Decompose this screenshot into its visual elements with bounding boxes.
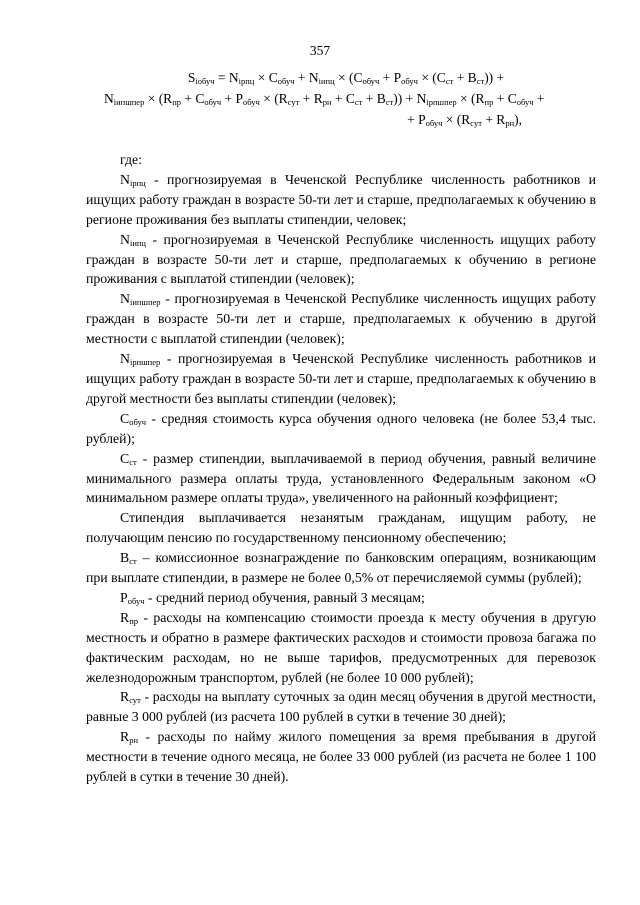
subscript: обуч xyxy=(277,76,295,86)
text-run: C xyxy=(120,450,130,466)
definition-n-ipshper xyxy=(86,289,596,349)
text-run: + N xyxy=(294,70,319,85)
formula-line-3 xyxy=(86,110,522,130)
definition-r-rn xyxy=(86,727,596,787)
subscript: сут xyxy=(129,695,141,706)
text-run: где: xyxy=(120,152,142,167)
text-run: + P xyxy=(221,91,244,106)
subscript: пр xyxy=(172,97,182,107)
subscript: пр xyxy=(129,615,139,626)
formula-line-1 xyxy=(86,68,606,88)
text-run: + R xyxy=(481,112,506,127)
text-run: )) + N xyxy=(393,91,427,106)
subscript: обуч xyxy=(516,97,534,107)
page-number: 357 xyxy=(309,43,331,58)
subscript: обуч xyxy=(243,97,260,107)
subscript: сут xyxy=(470,118,482,128)
subscript: ст xyxy=(385,97,394,107)
subscript: ст xyxy=(354,97,363,107)
subscript: обуч xyxy=(204,97,222,107)
definition-p-obuch xyxy=(86,588,596,608)
text-run: - средний период обучения, равный 3 месяцам; xyxy=(144,589,425,605)
text-run: - прогнозируемая в Чеченской Республике численность работников и ищущих работу граждан в возрасте 50-ти лет и старше, предполагаемых к обучению в регионе проживания без выплаты стипендии, человек; xyxy=(86,171,596,227)
subscript: iрпц xyxy=(238,76,255,86)
definition-c-st xyxy=(86,449,596,509)
definition-n-rpc xyxy=(86,170,596,230)
text-run: + B xyxy=(362,91,386,106)
text-run: + P xyxy=(379,70,402,85)
text-run: + xyxy=(533,91,545,106)
subscript: обуч xyxy=(425,118,443,128)
subscript: iрпц xyxy=(129,177,146,188)
formula-line-2 xyxy=(104,89,624,109)
text-run: P xyxy=(120,589,128,605)
definition-n-rpshper xyxy=(86,349,596,409)
text-run: - размер стипендии, выплачиваемой в период обучения, равный величине минимального размера оплаты труда, установленного Федеральным законом «О минимальном размере оплаты труда», увеличенного на районный коэффициент; xyxy=(86,450,596,506)
text-run: – комиссионное вознаграждение по банковским операциям, возникающим при выплате стипендии, в размере не более 0,5% от перечисляемой суммы (рублей); xyxy=(86,550,596,586)
text-run: × (R xyxy=(456,91,485,106)
text-run: B xyxy=(120,550,130,566)
paragraph-stipend-note xyxy=(86,508,596,548)
subscript: сут xyxy=(287,97,300,107)
definition-c-obuch xyxy=(86,409,596,449)
paragraph-where xyxy=(86,150,596,170)
subscript: iрпшпер xyxy=(426,97,457,107)
text-run: N xyxy=(120,351,130,367)
subscript: рн xyxy=(505,118,515,128)
text-run: N xyxy=(120,231,130,247)
definition-r-pr xyxy=(86,608,596,688)
definition-b-st xyxy=(86,548,596,588)
text-run: + C xyxy=(331,91,355,106)
subscript: ст xyxy=(129,556,137,567)
text-run: × (C xyxy=(417,70,446,85)
subscript: ст xyxy=(445,76,454,86)
text-run: = N xyxy=(214,70,239,85)
subscript: обуч xyxy=(129,416,146,427)
definition-r-sut xyxy=(86,687,596,727)
subscript: iипц xyxy=(318,76,335,86)
subscript: ст xyxy=(129,456,137,467)
text-run: ), xyxy=(514,112,522,127)
text-run: N xyxy=(120,171,130,187)
text-run: + B xyxy=(453,70,477,85)
text-run: × (R xyxy=(442,112,471,127)
text-run: - расходы на выплату суточных за один месяц обучения в другой местности, равные 3 000 рублей (из расчета 100 рублей в сутки в течение 30 дней); xyxy=(86,689,596,725)
subscript: iрпшпер xyxy=(129,357,161,368)
text-run: × (R xyxy=(144,91,173,106)
text-run: + C xyxy=(493,91,517,106)
text-run: C xyxy=(120,410,130,426)
subscript: ст xyxy=(476,76,485,86)
text-run: + R xyxy=(299,91,323,106)
subscript: обуч xyxy=(362,76,380,86)
subscript: рн xyxy=(129,735,139,746)
text-run: )) + xyxy=(484,70,505,85)
text-run: × C xyxy=(254,70,278,85)
text-run: + C xyxy=(181,91,205,106)
definitions-body xyxy=(86,150,596,787)
text-run: - средняя стоимость курса обучения одного человека (не более 53,4 тыс. рублей); xyxy=(86,410,596,446)
text-run: × (R xyxy=(259,91,288,106)
subscript: iипц xyxy=(129,237,146,248)
subscript: iипшпер xyxy=(129,297,161,308)
subscript: обуч xyxy=(401,76,418,86)
text-run: R xyxy=(120,609,130,625)
text-run: - расходы на компенсацию стоимости проезда к месту обучения в другую местность и обратно в размере фактических расходов и стоимости провоза багажа по фактическим расходам, но не выше тарифов, предусмотренных для перевозок железнодорожным транспортом, рублей (не более 10 000 рублей); xyxy=(86,609,596,685)
definition-n-ipc xyxy=(86,230,596,290)
text-run: - прогнозируемая в Чеченской Республике численность работников и ищущих работу граждан в возрасте 50-ти лет и старше, предполагаемых к обучению в другой местности без выплаты стипендии (человек); xyxy=(86,351,596,406)
text-run: R xyxy=(120,689,130,705)
subscript: обуч xyxy=(127,595,145,606)
text-run: - расходы по найму жилого помещения за время пребывания в другой местности в течение одного месяца, не более 33 000 рублей (из расчета не более 1 100 рублей в сутки в течение 30 дней). xyxy=(86,729,596,785)
text-run: N xyxy=(104,91,114,106)
text-run: + P xyxy=(407,112,426,127)
text-run: N xyxy=(120,291,130,307)
subscript: пр xyxy=(484,97,494,107)
text-run: R xyxy=(120,729,130,745)
text-run: Стипендия выплачивается незанятым гражданам, ищущим работу, не получающим пенсию по государственному пенсионному обеспечению; xyxy=(86,510,596,546)
text-run: × (C xyxy=(334,70,363,85)
text-run: - прогнозируемая в Чеченской Республике численность ищущих работу граждан в возрасте 50-ти лет и старше, предполагаемых к обучению в другой местности с выплатой стипендии (человек); xyxy=(86,291,596,347)
text-run: S xyxy=(187,70,196,85)
subscript: iобуч xyxy=(195,76,215,86)
subscript: iипшпер xyxy=(113,97,145,107)
text-run: - прогнозируемая в Чеченской Республике численность ищущих работу граждан в возрасте 50-ти лет и старше, предполагаемых к обучению в регионе проживания с выплатой стипендии (человек); xyxy=(86,231,596,287)
subscript: рн xyxy=(322,97,332,107)
